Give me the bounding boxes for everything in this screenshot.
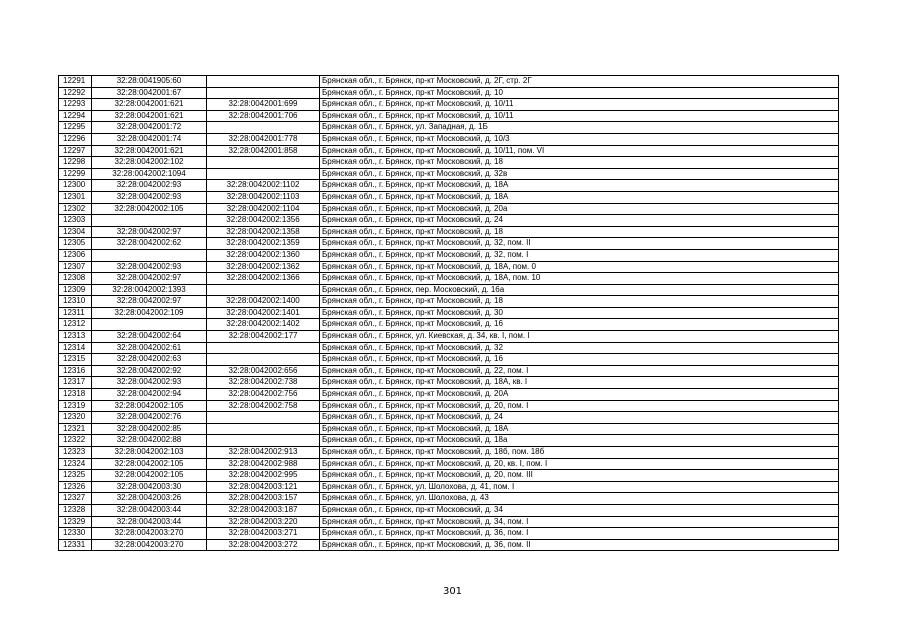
row-number-cell: 12307 xyxy=(59,261,92,273)
row-number-cell: 12305 xyxy=(59,238,92,250)
table-row xyxy=(59,504,839,516)
cadastral-number-cell: 32:28:0042002:61 xyxy=(92,342,207,354)
table-row xyxy=(59,203,839,215)
row-number-cell: 12319 xyxy=(59,400,92,412)
table-row xyxy=(59,319,839,331)
table-row xyxy=(59,191,839,203)
row-number-cell: 12320 xyxy=(59,412,92,424)
premises-cadastral-number-cell: 32:28:0042002:1402 xyxy=(207,319,320,331)
table-row xyxy=(59,423,839,435)
premises-cadastral-number-cell xyxy=(207,354,320,366)
premises-cadastral-number-cell: 32:28:0042002:1356 xyxy=(207,215,320,227)
table-row xyxy=(59,377,839,389)
premises-cadastral-number-cell: 32:28:0042002:1401 xyxy=(207,307,320,319)
address-cell: Брянская обл., г. Брянск, пр-кт Московский, д. 18а xyxy=(320,435,839,447)
table-row xyxy=(59,539,839,551)
table-row xyxy=(59,87,839,99)
cadastral-number-cell: 32:28:0042002:92 xyxy=(92,365,207,377)
registry-table xyxy=(58,75,839,551)
registry-table-container xyxy=(58,75,838,551)
row-number-cell: 12330 xyxy=(59,528,92,540)
row-number-cell: 12322 xyxy=(59,435,92,447)
table-row xyxy=(59,342,839,354)
table-row xyxy=(59,76,839,88)
table-row xyxy=(59,180,839,192)
premises-cadastral-number-cell: 32:28:0042002:1103 xyxy=(207,191,320,203)
address-cell: Брянская обл., г. Брянск, пр-кт Московский, д. 20, кв. I, пом. I xyxy=(320,458,839,470)
cadastral-number-cell: 32:28:0042002:63 xyxy=(92,354,207,366)
table-row xyxy=(59,400,839,412)
cadastral-number-cell: 32:28:0042002:93 xyxy=(92,261,207,273)
address-cell: Брянская обл., г. Брянск, пр-кт Московский, д. 32 xyxy=(320,342,839,354)
row-number-cell: 12308 xyxy=(59,273,92,285)
address-cell: Брянская обл., г. Брянск, пр-кт Московский, д. 18А xyxy=(320,180,839,192)
cadastral-number-cell: 32:28:0042003:270 xyxy=(92,539,207,551)
table-row xyxy=(59,458,839,470)
cadastral-number-cell: 32:28:0042002:93 xyxy=(92,191,207,203)
address-cell: Брянская обл., г. Брянск, пр-кт Московский, д. 18А xyxy=(320,191,839,203)
cadastral-number-cell: 32:28:0042002:105 xyxy=(92,203,207,215)
cadastral-number-cell: 32:28:0042002:97 xyxy=(92,273,207,285)
premises-cadastral-number-cell: 32:28:0042003:157 xyxy=(207,493,320,505)
cadastral-number-cell: 32:28:0042001:621 xyxy=(92,99,207,111)
cadastral-number-cell: 32:28:0042002:102 xyxy=(92,157,207,169)
table-row xyxy=(59,493,839,505)
premises-cadastral-number-cell: 32:28:0042002:656 xyxy=(207,365,320,377)
row-number-cell: 12302 xyxy=(59,203,92,215)
address-cell: Брянская обл., г. Брянск, пр-кт Московский, д. 20, пом. III xyxy=(320,470,839,482)
address-cell: Брянская обл., г. Брянск, пр-кт Московский, д. 22, пом. I xyxy=(320,365,839,377)
table-row xyxy=(59,354,839,366)
address-cell: Брянская обл., г. Брянск, пр-кт Московский, д. 34, пом. I xyxy=(320,516,839,528)
address-cell: Брянская обл., г. Брянск, пр-кт Московский, д. 32, пом. I xyxy=(320,249,839,261)
premises-cadastral-number-cell: 32:28:0042003:271 xyxy=(207,528,320,540)
row-number-cell: 12315 xyxy=(59,354,92,366)
row-number-cell: 12325 xyxy=(59,470,92,482)
address-cell: Брянская обл., г. Брянск, пр-кт Московский, д. 10/11, пом. VI xyxy=(320,145,839,157)
premises-cadastral-number-cell: 32:28:0042002:738 xyxy=(207,377,320,389)
address-cell: Брянская обл., г. Брянск, пр-кт Московский, д. 18А, кв. I xyxy=(320,377,839,389)
premises-cadastral-number-cell: 32:28:0042003:121 xyxy=(207,481,320,493)
table-row xyxy=(59,261,839,273)
cadastral-number-cell: 32:28:0042002:97 xyxy=(92,296,207,308)
premises-cadastral-number-cell: 32:28:0042002:995 xyxy=(207,470,320,482)
row-number-cell: 12303 xyxy=(59,215,92,227)
address-cell: Брянская обл., г. Брянск, пр-кт Московский, д. 16 xyxy=(320,319,839,331)
premises-cadastral-number-cell: 32:28:0042002:1400 xyxy=(207,296,320,308)
cadastral-number-cell: 32:28:0042001:621 xyxy=(92,110,207,122)
premises-cadastral-number-cell xyxy=(207,284,320,296)
premises-cadastral-number-cell: 32:28:0042002:1358 xyxy=(207,226,320,238)
cadastral-number-cell: 32:28:0042002:109 xyxy=(92,307,207,319)
row-number-cell: 12326 xyxy=(59,481,92,493)
address-cell: Брянская обл., г. Брянск, пр-кт Московский, д. 10/11 xyxy=(320,99,839,111)
premises-cadastral-number-cell: 32:28:0042002:1360 xyxy=(207,249,320,261)
address-cell: Брянская обл., г. Брянск, пр-кт Московский, д. 20А xyxy=(320,389,839,401)
cadastral-number-cell: 32:28:0042003:44 xyxy=(92,504,207,516)
cadastral-number-cell: 32:28:0042002:62 xyxy=(92,238,207,250)
row-number-cell: 12316 xyxy=(59,365,92,377)
table-row xyxy=(59,226,839,238)
premises-cadastral-number-cell: 32:28:0042001:706 xyxy=(207,110,320,122)
table-row xyxy=(59,307,839,319)
premises-cadastral-number-cell xyxy=(207,168,320,180)
premises-cadastral-number-cell: 32:28:0042001:699 xyxy=(207,99,320,111)
table-row xyxy=(59,284,839,296)
address-cell: Брянская обл., г. Брянск, ул. Шолохова, д. 43 xyxy=(320,493,839,505)
premises-cadastral-number-cell: 32:28:0042002:756 xyxy=(207,389,320,401)
row-number-cell: 12293 xyxy=(59,99,92,111)
cadastral-number-cell: 32:28:0042002:105 xyxy=(92,470,207,482)
address-cell: Брянская обл., г. Брянск, пер. Московский, д. 16а xyxy=(320,284,839,296)
address-cell: Брянская обл., г. Брянск, пр-кт Московский, д. 18А, пом. 10 xyxy=(320,273,839,285)
row-number-cell: 12291 xyxy=(59,76,92,88)
registry-table-body xyxy=(59,76,839,551)
premises-cadastral-number-cell: 32:28:0042003:272 xyxy=(207,539,320,551)
premises-cadastral-number-cell: 32:28:0042002:177 xyxy=(207,331,320,343)
cadastral-number-cell: 32:28:0042002:103 xyxy=(92,447,207,459)
row-number-cell: 12329 xyxy=(59,516,92,528)
cadastral-number-cell: 32:28:0042002:97 xyxy=(92,226,207,238)
row-number-cell: 12299 xyxy=(59,168,92,180)
address-cell: Брянская обл., г. Брянск, пр-кт Московский, д. 30 xyxy=(320,307,839,319)
cadastral-number-cell xyxy=(92,319,207,331)
premises-cadastral-number-cell xyxy=(207,122,320,134)
address-cell: Брянская обл., г. Брянск, пр-кт Московский, д. 34 xyxy=(320,504,839,516)
row-number-cell: 12300 xyxy=(59,180,92,192)
table-row xyxy=(59,365,839,377)
table-row xyxy=(59,145,839,157)
cadastral-number-cell: 32:28:0042001:72 xyxy=(92,122,207,134)
premises-cadastral-number-cell xyxy=(207,412,320,424)
row-number-cell: 12317 xyxy=(59,377,92,389)
cadastral-number-cell: 32:28:0042002:105 xyxy=(92,458,207,470)
cadastral-number-cell: 32:28:0042002:88 xyxy=(92,435,207,447)
row-number-cell: 12306 xyxy=(59,249,92,261)
row-number-cell: 12324 xyxy=(59,458,92,470)
row-number-cell: 12312 xyxy=(59,319,92,331)
premises-cadastral-number-cell: 32:28:0042002:758 xyxy=(207,400,320,412)
table-row xyxy=(59,470,839,482)
table-row xyxy=(59,296,839,308)
cadastral-number-cell: 32:28:0042003:26 xyxy=(92,493,207,505)
address-cell: Брянская обл., г. Брянск, пр-кт Московский, д. 16 xyxy=(320,354,839,366)
premises-cadastral-number-cell xyxy=(207,157,320,169)
address-cell: Брянская обл., г. Брянск, пр-кт Московский, д. 10/11 xyxy=(320,110,839,122)
premises-cadastral-number-cell: 32:28:0042002:1359 xyxy=(207,238,320,250)
address-cell: Брянская обл., г. Брянск, пр-кт Московский, д. 18 xyxy=(320,226,839,238)
address-cell: Брянская обл., г. Брянск, пр-кт Московский, д. 10/3 xyxy=(320,133,839,145)
table-row xyxy=(59,528,839,540)
cadastral-number-cell: 32:28:0042002:105 xyxy=(92,400,207,412)
cadastral-number-cell: 32:28:0042002:64 xyxy=(92,331,207,343)
premises-cadastral-number-cell xyxy=(207,435,320,447)
table-row xyxy=(59,99,839,111)
premises-cadastral-number-cell: 32:28:0042002:1104 xyxy=(207,203,320,215)
cadastral-number-cell xyxy=(92,249,207,261)
address-cell: Брянская обл., г. Брянск, пр-кт Московский, д. 32, пом. II xyxy=(320,238,839,250)
address-cell: Брянская обл., г. Брянск, пр-кт Московский, д. 32в xyxy=(320,168,839,180)
cadastral-number-cell: 32:28:0042001:621 xyxy=(92,145,207,157)
address-cell: Брянская обл., г. Брянск, пр-кт Московский, д. 36, пом. II xyxy=(320,539,839,551)
row-number-cell: 12321 xyxy=(59,423,92,435)
premises-cadastral-number-cell: 32:28:0042001:778 xyxy=(207,133,320,145)
premises-cadastral-number-cell: 32:28:0042002:1366 xyxy=(207,273,320,285)
premises-cadastral-number-cell: 32:28:0042003:220 xyxy=(207,516,320,528)
cadastral-number-cell: 32:28:0042003:30 xyxy=(92,481,207,493)
cadastral-number-cell: 32:28:0042002:1393 xyxy=(92,284,207,296)
row-number-cell: 12311 xyxy=(59,307,92,319)
table-row xyxy=(59,412,839,424)
row-number-cell: 12295 xyxy=(59,122,92,134)
table-row xyxy=(59,273,839,285)
row-number-cell: 12309 xyxy=(59,284,92,296)
cadastral-number-cell: 32:28:0042003:44 xyxy=(92,516,207,528)
address-cell: Брянская обл., г. Брянск, пр-кт Московский, д. 2Г, стр. 2Г xyxy=(320,76,839,88)
cadastral-number-cell: 32:28:0042002:1094 xyxy=(92,168,207,180)
cadastral-number-cell: 32:28:0042001:67 xyxy=(92,87,207,99)
premises-cadastral-number-cell: 32:28:0042002:1362 xyxy=(207,261,320,273)
address-cell: Брянская обл., г. Брянск, ул. Западная, д. 1Б xyxy=(320,122,839,134)
premises-cadastral-number-cell: 32:28:0042002:913 xyxy=(207,447,320,459)
row-number-cell: 12301 xyxy=(59,191,92,203)
row-number-cell: 12298 xyxy=(59,157,92,169)
row-number-cell: 12327 xyxy=(59,493,92,505)
address-cell: Брянская обл., г. Брянск, пр-кт Московский, д. 24 xyxy=(320,215,839,227)
table-row xyxy=(59,110,839,122)
address-cell: Брянская обл., г. Брянск, пр-кт Московский, д. 36, пом. I xyxy=(320,528,839,540)
address-cell: Брянская обл., г. Брянск, пр-кт Московский, д. 20а xyxy=(320,203,839,215)
row-number-cell: 12331 xyxy=(59,539,92,551)
cadastral-number-cell: 32:28:0042002:93 xyxy=(92,180,207,192)
table-row xyxy=(59,157,839,169)
table-row xyxy=(59,447,839,459)
cadastral-number-cell: 32:28:0042002:85 xyxy=(92,423,207,435)
cadastral-number-cell xyxy=(92,215,207,227)
table-row xyxy=(59,481,839,493)
cadastral-number-cell: 32:28:0042001:74 xyxy=(92,133,207,145)
address-cell: Брянская обл., г. Брянск, пр-кт Московский, д. 20, пом. I xyxy=(320,400,839,412)
page-number: 301 xyxy=(442,586,463,597)
table-row xyxy=(59,331,839,343)
cadastral-number-cell: 32:28:0042002:93 xyxy=(92,377,207,389)
address-cell: Брянская обл., г. Брянск, пр-кт Московский, д. 10 xyxy=(320,87,839,99)
row-number-cell: 12313 xyxy=(59,331,92,343)
row-number-cell: 12294 xyxy=(59,110,92,122)
row-number-cell: 12310 xyxy=(59,296,92,308)
address-cell: Брянская обл., г. Брянск, пр-кт Московский, д. 18А xyxy=(320,423,839,435)
row-number-cell: 12318 xyxy=(59,389,92,401)
premises-cadastral-number-cell: 32:28:0042001:858 xyxy=(207,145,320,157)
table-row xyxy=(59,516,839,528)
premises-cadastral-number-cell: 32:28:0042003:187 xyxy=(207,504,320,516)
premises-cadastral-number-cell: 32:28:0042002:988 xyxy=(207,458,320,470)
table-row xyxy=(59,435,839,447)
premises-cadastral-number-cell xyxy=(207,87,320,99)
table-row xyxy=(59,133,839,145)
cadastral-number-cell: 32:28:0041905:60 xyxy=(92,76,207,88)
table-row xyxy=(59,168,839,180)
cadastral-number-cell: 32:28:0042002:76 xyxy=(92,412,207,424)
premises-cadastral-number-cell xyxy=(207,423,320,435)
row-number-cell: 12328 xyxy=(59,504,92,516)
address-cell: Брянская обл., г. Брянск, пр-кт Московский, д. 18А, пом. 0 xyxy=(320,261,839,273)
row-number-cell: 12323 xyxy=(59,447,92,459)
table-row xyxy=(59,389,839,401)
row-number-cell: 12296 xyxy=(59,133,92,145)
row-number-cell: 12292 xyxy=(59,87,92,99)
table-row xyxy=(59,122,839,134)
address-cell: Брянская обл., г. Брянск, ул. Киевская, д. 34, кв. I, пом. I xyxy=(320,331,839,343)
address-cell: Брянская обл., г. Брянск, ул. Шолохова, д. 41, пом. I xyxy=(320,481,839,493)
address-cell: Брянская обл., г. Брянск, пр-кт Московский, д. 18б, пом. 18б xyxy=(320,447,839,459)
premises-cadastral-number-cell: 32:28:0042002:1102 xyxy=(207,180,320,192)
table-row xyxy=(59,215,839,227)
cadastral-number-cell: 32:28:0042002:94 xyxy=(92,389,207,401)
premises-cadastral-number-cell xyxy=(207,342,320,354)
row-number-cell: 12304 xyxy=(59,226,92,238)
table-row xyxy=(59,249,839,261)
cadastral-number-cell: 32:28:0042003:270 xyxy=(92,528,207,540)
table-row xyxy=(59,238,839,250)
address-cell: Брянская обл., г. Брянск, пр-кт Московский, д. 24 xyxy=(320,412,839,424)
row-number-cell: 12297 xyxy=(59,145,92,157)
address-cell: Брянская обл., г. Брянск, пр-кт Московский, д. 18 xyxy=(320,157,839,169)
address-cell: Брянская обл., г. Брянск, пр-кт Московский, д. 18 xyxy=(320,296,839,308)
row-number-cell: 12314 xyxy=(59,342,92,354)
premises-cadastral-number-cell xyxy=(207,76,320,88)
